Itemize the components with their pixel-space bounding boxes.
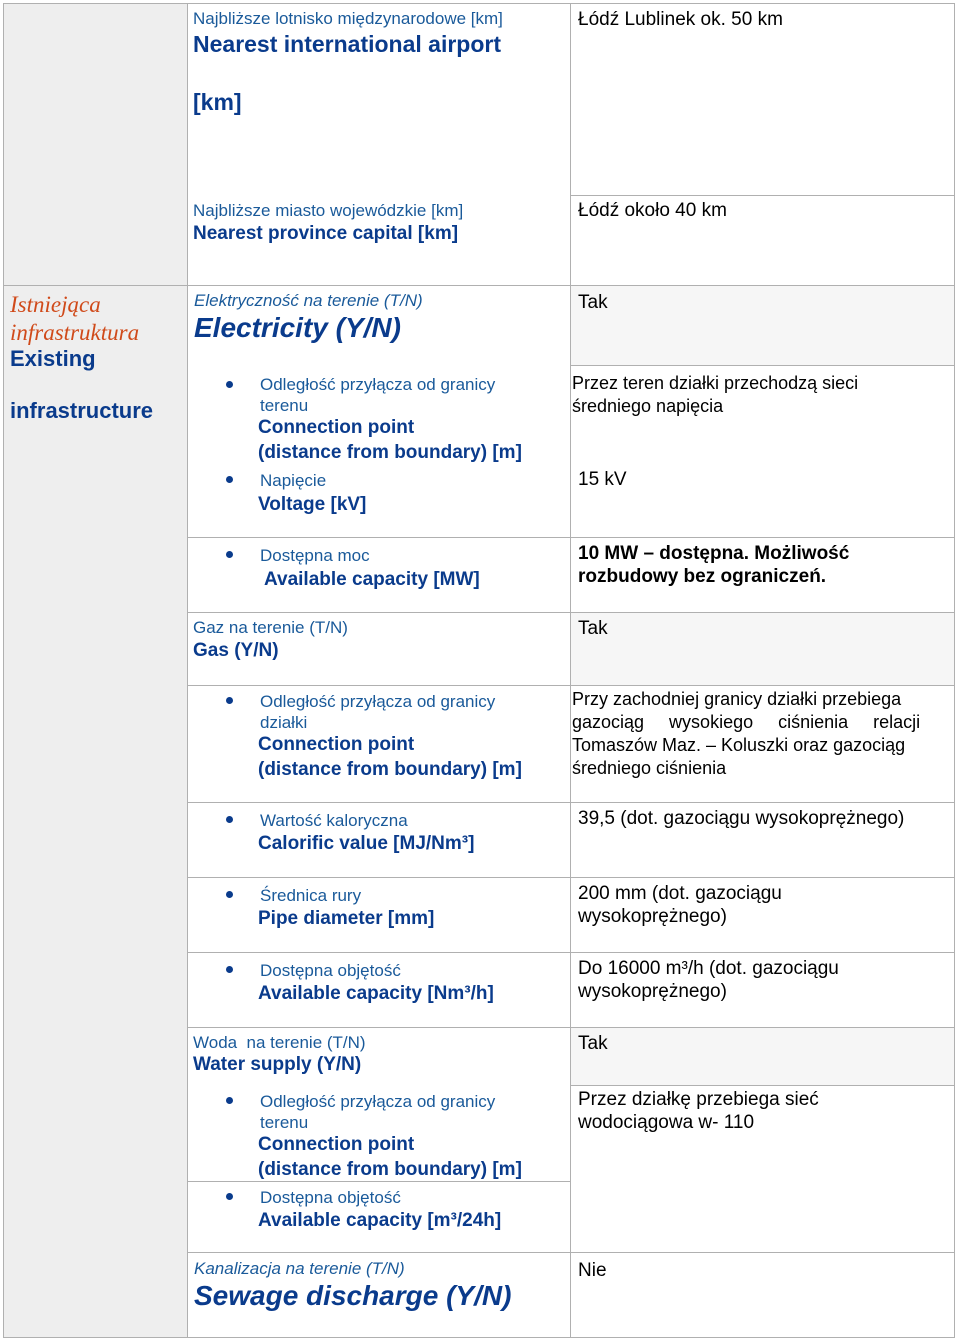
electricity-connection-value1: Przez teren działki przechodzą sieci: [572, 373, 859, 393]
electricity-capacity-value2: rozbudowy bez ograniczeń.: [578, 566, 827, 587]
capital-label-en: Nearest province capital [km]: [193, 223, 459, 244]
bullet-icon: [226, 816, 233, 823]
gas-volume-pl: Dostępna objętość: [260, 961, 401, 980]
sewage-value: Nie: [578, 1260, 607, 1281]
water-label-en: Water supply (Y/N): [193, 1054, 362, 1075]
electricity-voltage-pl: Napięcie: [260, 471, 327, 490]
sewage-label-en: Sewage discharge (Y/N): [194, 1280, 512, 1311]
electricity-capacity-value1: 10 MW – dostępna. Możliwość: [578, 543, 850, 564]
bullet-icon: [226, 381, 233, 388]
gas-connection-en2: (distance from boundary) [m]: [258, 759, 522, 780]
gas-pipe-pl: Średnica rury: [260, 886, 362, 905]
water-connection-en1: Connection point: [258, 1134, 415, 1155]
gas-connection-pl1: Odległość przyłącza od granicy: [260, 692, 496, 711]
gas-connection-value3: Tomaszów Maz. – Koluszki oraz gazociąg: [572, 735, 906, 755]
gas-connection-pl2: działki: [260, 713, 308, 732]
bullet-icon: [226, 697, 233, 704]
electricity-connection-en2: (distance from boundary) [m]: [258, 442, 522, 463]
water-volume-pl: Dostępna objętość: [260, 1188, 401, 1207]
section-label-en2: infrastructure: [10, 398, 154, 423]
water-connection-value1: Przez działkę przebiega sieć: [578, 1089, 819, 1110]
gas-volume-value2: wysokoprężnego): [578, 981, 727, 1002]
bullet-icon: [226, 966, 233, 973]
section-label-en1: Existing: [10, 346, 96, 371]
airport-label-en-unit: [km]: [193, 89, 242, 115]
gas-label-pl: Gaz na terenie (T/N): [193, 618, 348, 637]
section-label-pl2: infrastruktura: [10, 320, 140, 345]
sewage-label-pl: Kanalizacja na terenie (T/N): [194, 1259, 405, 1278]
gas-connection-value4: średniego ciśnienia: [572, 758, 727, 778]
section-label-pl1: Istniejąca: [10, 292, 101, 317]
bullet-icon: [226, 1097, 233, 1104]
electricity-connection-pl1: Odległość przyłącza od granicy: [260, 375, 496, 394]
bullet-icon: [226, 551, 233, 558]
bullet-icon: [226, 476, 233, 483]
gas-calorific-value: 39,5 (dot. gazociągu wysokoprężnego): [578, 808, 905, 829]
gas-value: Tak: [578, 618, 608, 639]
gas-pipe-en: Pipe diameter [mm]: [258, 908, 435, 929]
water-value: Tak: [578, 1033, 608, 1054]
water-label-pl: Woda na terenie (T/N): [193, 1033, 366, 1052]
electricity-value: Tak: [578, 292, 608, 313]
electricity-connection-en1: Connection point: [258, 417, 415, 438]
left-column: [3, 3, 187, 1338]
gas-pipe-value1: 200 mm (dot. gazociągu: [578, 883, 782, 904]
electricity-capacity-pl: Dostępna moc: [260, 546, 370, 565]
gas-calorific-en: Calorific value [MJ/Nm³]: [258, 833, 475, 854]
gas-volume-en: Available capacity [Nm³/h]: [258, 983, 494, 1004]
airport-value: Łódź Lublinek ok. 50 km: [578, 9, 783, 30]
electricity-connection-value2: średniego napięcia: [572, 396, 724, 416]
electricity-voltage-value: 15 kV: [578, 469, 627, 490]
gas-label-en: Gas (Y/N): [193, 640, 279, 661]
gas-volume-value1: Do 16000 m³/h (dot. gazociągu: [578, 958, 839, 979]
electricity-label-pl: Elektryczność na terenie (T/N): [194, 291, 423, 310]
water-connection-pl1: Odległość przyłącza od granicy: [260, 1092, 496, 1111]
gas-connection-en1: Connection point: [258, 734, 415, 755]
capital-label-pl: Najbliższe miasto wojewódzkie [km]: [193, 201, 464, 220]
gas-connection-value2: gazociąg wysokiego ciśnienia relacji: [572, 712, 921, 732]
gas-calorific-pl: Wartość kaloryczna: [260, 811, 408, 830]
electricity-connection-pl2: terenu: [260, 396, 309, 415]
water-connection-value2: wodociągowa w- 110: [578, 1112, 755, 1133]
electricity-voltage-en: Voltage [kV]: [258, 494, 367, 515]
gas-pipe-value2: wysokoprężnego): [578, 906, 727, 927]
airport-label-pl: Najbliższe lotnisko międzynarodowe [km]: [193, 9, 503, 28]
water-connection-pl2: terenu: [260, 1113, 309, 1132]
airport-value-cell: [570, 3, 954, 195]
electricity-label-en: Electricity (Y/N): [194, 312, 401, 343]
bullet-icon: [226, 1193, 233, 1200]
water-connection-en2: (distance from boundary) [m]: [258, 1159, 522, 1180]
capital-value: Łódź około 40 km: [578, 200, 727, 221]
airport-label-en: Nearest international airport: [193, 31, 502, 57]
gas-connection-value1: Przy zachodniej granicy działki przebiega: [572, 689, 902, 709]
water-volume-en: Available capacity [m³/24h]: [258, 1210, 502, 1231]
bullet-icon: [226, 891, 233, 898]
electricity-capacity-en: Available capacity [MW]: [264, 569, 480, 590]
